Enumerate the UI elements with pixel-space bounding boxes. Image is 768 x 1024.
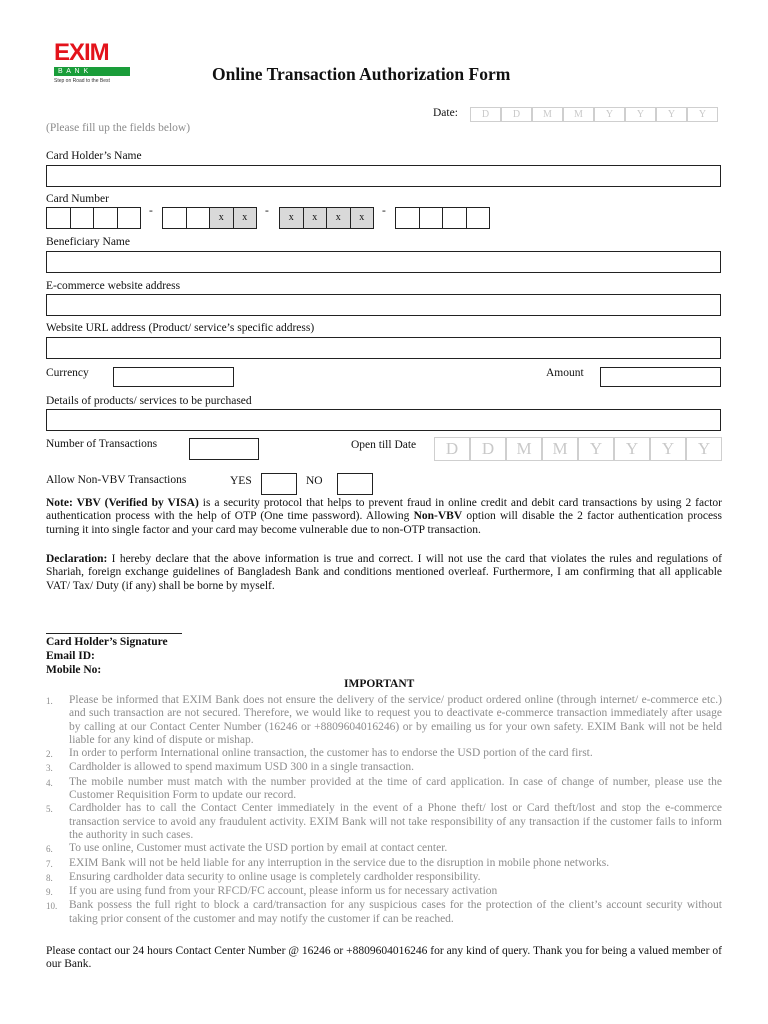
open-till-date-cell[interactable]: Y [578,437,614,461]
card-digit-cell[interactable] [117,207,142,229]
important-list-item [46,885,722,899]
open-till-date-cell[interactable]: Y [614,437,650,461]
important-list-item [46,899,722,926]
note-text-1: is a security protocol that helps to prevent fraud in online credit and debit card transactions by using 2 factor authentication process with the help of OTP (One time password). Allowing [46,497,722,523]
important-list-item [46,776,722,803]
card-digit-cell[interactable]: x [233,207,258,229]
list-item-number: 1. [46,696,53,706]
date-cell[interactable]: M [532,107,563,122]
website-url-label: Website URL address (Product/ service’s specific address) [46,322,315,334]
card-digit-cell[interactable]: x [350,207,375,229]
card-holder-name-input[interactable] [46,165,721,187]
important-list-item [46,857,722,871]
note-label: Note: VBV (Verified by VISA) [46,497,199,509]
form-title: Online Transaction Authorization Form [212,64,511,84]
list-item-number: 5. [46,804,53,815]
card-digit-cell[interactable]: x [326,207,351,229]
card-digit-cell[interactable] [419,207,444,229]
card-digit-cell[interactable] [162,207,187,229]
list-item-text: The mobile number must match with the number provided at the time of card application. In case of change of number, please use the Customer Requisition Form to update our record. [69,775,722,802]
ecommerce-website-label: E-commerce website address [46,280,181,292]
currency-label: Currency [46,367,89,379]
card-digit-cell[interactable] [395,207,420,229]
card-digit-cell[interactable] [93,207,118,229]
date-cell[interactable]: M [563,107,594,122]
list-item-number: 2. [46,749,53,760]
logo-sub: B A N K [58,68,90,75]
list-item-text: In order to perform International online transaction, the customer has to endorse the USD portion of the card first. [69,747,593,760]
list-item-number: 3. [46,763,53,774]
num-transactions-label: Number of Transactions [46,438,158,450]
yes-label: YES [230,475,252,487]
amount-input[interactable] [600,367,721,387]
details-input[interactable] [46,409,721,431]
logo-tagline: Step on Road to the Best [54,78,110,84]
open-till-date-cell[interactable]: Y [650,437,686,461]
card-digit-cell[interactable] [70,207,95,229]
amount-label: Amount [546,367,584,379]
list-item-number: 6. [46,844,53,855]
card-digit-cell[interactable] [186,207,211,229]
card-number-separator: - [265,205,269,217]
open-till-date-cell[interactable]: M [542,437,578,461]
open-till-date-cell[interactable]: Y [686,437,722,461]
open-till-date-cell[interactable]: D [470,437,506,461]
list-item-text: Ensuring cardholder data security to online usage is completely cardholder responsibility. [69,870,481,883]
declaration-paragraph [46,553,722,593]
open-till-date-cell[interactable]: D [434,437,470,461]
note-non-vbv: Non-VBV [413,510,463,523]
important-list-item [46,694,722,747]
card-number-separator: - [149,205,153,217]
details-label: Details of products/ services to be purchased [46,395,252,407]
important-heading: IMPORTANT [344,678,415,690]
important-list-item [46,747,722,761]
date-cell[interactable]: D [501,107,532,122]
card-number-label: Card Number [46,193,109,205]
list-item-text: Bank possess the full right to block a card/transaction for any suspicious cases for the protection of the client’s account security without taking prior consent of the customer and may notify the customer if can be reached. [69,899,722,925]
card-digit-cell[interactable]: x [279,207,304,229]
list-item-number: 9. [46,887,53,898]
ecommerce-website-input[interactable] [46,294,721,316]
beneficiary-name-label: Beneficiary Name [46,236,130,248]
important-list-item [46,802,722,842]
card-number-separator: - [382,205,386,217]
date-cell[interactable]: Y [656,107,687,122]
signature-line [46,633,182,634]
list-item-text: To use online, Customer must activate the USD portion by email at contact center. [69,842,448,855]
signature-label: Card Holder’s Signature [46,636,168,648]
list-item-text: Cardholder has to call the Contact Center immediately in the event of a Phone theft/ lost or Card theft/lost and stop the e-commerce transaction service to avoid any fraudulent activity. EXIM Bank will not take responsibility of any transaction if the customer fails to inform the authority in such cases. [69,802,722,841]
mobile-label: Mobile No: [46,664,102,676]
list-item-number: 10. [46,901,58,912]
list-item-number: 4. [46,777,53,788]
list-item-text: Please be informed that EXIM Bank does not ensure the delivery of the service/ product ordered online (through internet/ e-commerce etc.) and such transaction are not secured. Therefore, we would like to request you to deactivate e-commerce transaction immediately after usage by calling at our Contact Center Number (16246 or +8809604016246) or by emailing us for your own safety. EXIM Bank will not be held liable for any kind of dispute or mishap. [69,694,722,746]
open-till-date-label: Open till Date [351,439,417,451]
declaration-text: I hereby declare that the above information is true and correct. I will not use the card that violates the rules and regulations of Shariah, foreign exchange guidelines of Bangladesh Bank and conditions mentioned overleaf. Furthermore, I am confirming that all applicable VAT/ Tax/ Duty (if any) shall be borne by myself. [46,553,722,592]
date-cell[interactable]: Y [594,107,625,122]
allow-non-vbv-label: Allow Non-VBV Transactions [46,474,187,486]
website-url-input[interactable] [46,337,721,359]
open-till-date-cell[interactable]: M [506,437,542,461]
instruction-text: (Please fill up the fields below) [46,122,191,134]
card-digit-cell[interactable]: x [209,207,234,229]
card-holder-name-label: Card Holder’s Name [46,150,142,162]
num-transactions-input[interactable] [189,438,259,460]
currency-input[interactable] [113,367,234,387]
no-checkbox[interactable] [337,473,373,495]
important-list-item [46,842,722,856]
declaration-label: Declaration: [46,553,108,565]
exim-bank-logo [52,40,132,88]
date-cell[interactable]: Y [687,107,718,122]
list-item-text: EXIM Bank will not be held liable for any interruption in the service due to the disruption in mobile phone networks. [69,856,610,869]
list-item-text: If you are using fund from your RFCD/FC account, please inform us for necessary activation [69,885,498,898]
date-label: Date: [433,107,458,119]
yes-checkbox[interactable] [261,473,297,495]
logo-brand: EXIM [54,39,109,66]
email-label: Email ID: [46,650,95,662]
list-item-number: 7. [46,858,53,869]
important-list-item [46,761,722,775]
note-text-2: option will disable the 2 factor authentication process turning it into single factor and your card may become vulnerable due to non-OTP transaction. [46,510,722,536]
date-cell[interactable]: Y [625,107,656,122]
card-digit-cell[interactable] [442,207,467,229]
date-cell[interactable]: D [470,107,501,122]
card-digit-cell[interactable] [46,207,71,229]
beneficiary-name-input[interactable] [46,251,721,273]
list-item-text: Cardholder is allowed to spend maximum USD 300 in a single transaction. [69,761,414,774]
list-item-number: 8. [46,872,53,883]
footer-paragraph: Please contact our 24 hours Contact Center Number @ 16246 or +8809604016246 for any kind of query. Thank you for being a valued member of our Bank. [46,945,722,971]
important-list-item [46,871,722,885]
important-list [46,694,722,926]
card-digit-cell[interactable]: x [303,207,328,229]
no-label: NO [306,475,323,487]
note-paragraph [46,497,722,537]
card-digit-cell[interactable] [466,207,491,229]
